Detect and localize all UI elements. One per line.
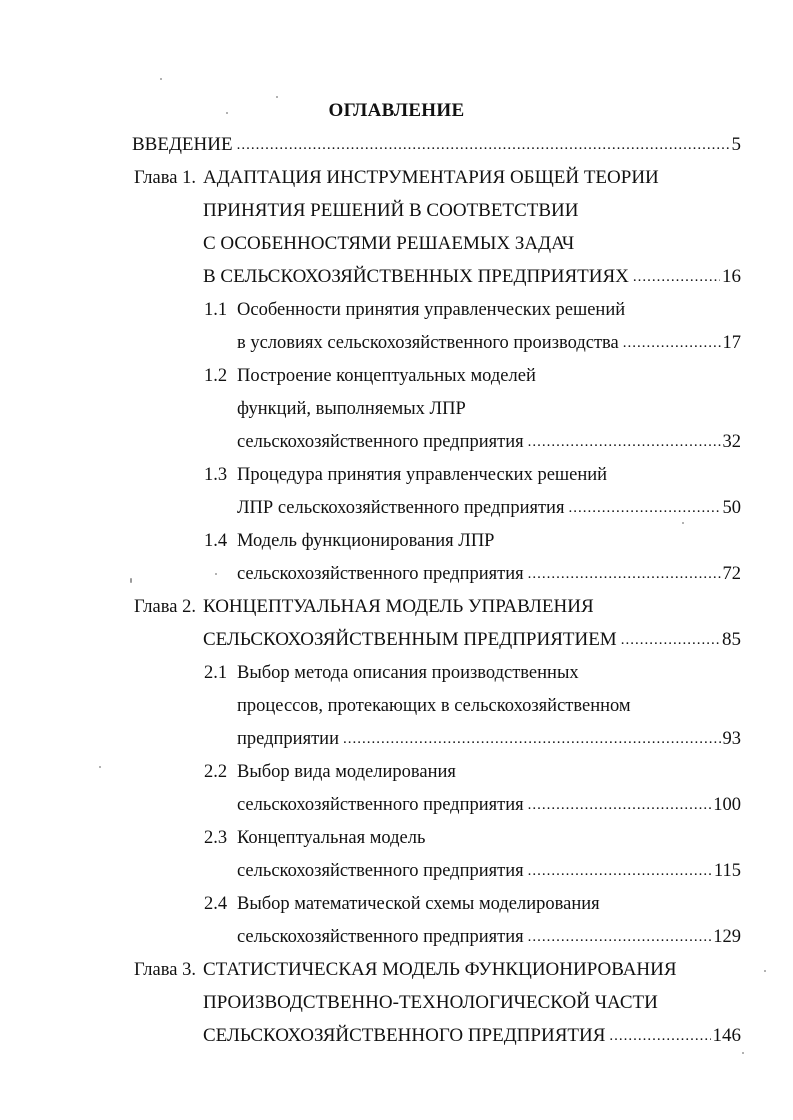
dot-leader: [528, 924, 712, 950]
section-number: 2.4: [204, 894, 228, 914]
section-title-line[interactable]: [237, 686, 631, 719]
section-title-line[interactable]: [237, 422, 741, 455]
scan-speck: [130, 578, 132, 583]
toc-entry-text: процессов, протекающих в сельскохозяйственном: [237, 696, 631, 716]
toc-entry-text: сельскохозяйственного предприятия: [237, 927, 524, 947]
toc-entry-text: ПРОИЗВОДСТВЕННО-ТЕХНОЛОГИЧЕСКОЙ ЧАСТИ: [203, 992, 658, 1013]
scan-speck: [215, 573, 217, 575]
toc-entry-text: Концептуальная модель: [237, 828, 426, 848]
chapter-label: Глава 3.: [134, 960, 196, 980]
toc-entry-text: сельскохозяйственного предприятия: [237, 861, 524, 881]
scan-speck: [160, 78, 162, 80]
section-title-line[interactable]: [237, 323, 741, 356]
toc-entry-text: КОНЦЕПТУАЛЬНАЯ МОДЕЛЬ УПРАВЛЕНИЯ: [203, 596, 594, 617]
section-number: 1.4: [204, 531, 228, 551]
toc-entry-text: ВВЕДЕНИЕ: [132, 134, 233, 155]
page-title: ОГЛАВЛЕНИЕ: [328, 100, 465, 121]
section-title-line[interactable]: [237, 521, 494, 554]
chapter-title-line[interactable]: [203, 983, 658, 1016]
section-title-line[interactable]: [237, 488, 741, 521]
section-title-line[interactable]: [237, 752, 456, 785]
section-title-line[interactable]: [237, 785, 741, 818]
toc-entry-text: С ОСОБЕННОСТЯМИ РЕШАЕМЫХ ЗАДАЧ: [203, 233, 575, 254]
page-number: 16: [722, 266, 741, 287]
section-title-line[interactable]: [237, 653, 579, 686]
chapter-title-line[interactable]: [203, 620, 741, 653]
section-number: 1.3: [204, 465, 228, 485]
toc-entry-text: предприятии: [237, 729, 339, 749]
section-title-line[interactable]: [237, 389, 466, 422]
page-number: 32: [722, 432, 741, 452]
section-title-line[interactable]: [237, 884, 600, 917]
page-number: 93: [722, 729, 741, 749]
page-number: 129: [713, 927, 741, 947]
chapter-title-line[interactable]: [203, 1016, 741, 1049]
page-number: 50: [722, 498, 741, 518]
dot-leader: [528, 858, 712, 884]
section-number: 1.2: [204, 366, 228, 386]
toc-entry-text: Выбор метода описания производственных: [237, 663, 579, 683]
chapter-title-line[interactable]: [203, 587, 594, 620]
toc-entry-text: в условиях сельскохозяйственного производства: [237, 333, 619, 353]
dot-leader: [343, 726, 721, 752]
scan-speck: [99, 766, 101, 768]
scan-speck: [226, 112, 228, 114]
toc-entry-text: СЕЛЬСКОХОЗЯЙСТВЕННОГО ПРЕДПРИЯТИЯ: [203, 1025, 606, 1046]
toc-entry-text: сельскохозяйственного предприятия: [237, 432, 524, 452]
scan-speck: [682, 522, 684, 524]
dot-leader: [621, 627, 720, 653]
toc-entry-text: ЛПР сельскохозяйственного предприятия: [237, 498, 565, 518]
chapter-title-line[interactable]: [203, 224, 574, 257]
section-number: 2.2: [204, 762, 228, 782]
chapter-label: Глава 2.: [134, 597, 196, 617]
toc-entry-text: Построение концептуальных моделей: [237, 366, 536, 386]
section-title-line[interactable]: [237, 719, 741, 752]
dot-leader: [633, 264, 720, 290]
dot-leader: [237, 132, 730, 158]
toc-entry-text: Модель функционирования ЛПР: [237, 531, 495, 551]
page-number: 5: [731, 134, 741, 155]
dot-leader: [528, 429, 721, 455]
toc-entry-text: функций, выполняемых ЛПР: [237, 399, 466, 419]
page-number: 146: [712, 1025, 741, 1046]
page-number: 115: [713, 861, 741, 881]
dot-leader: [528, 792, 712, 818]
section-title-line[interactable]: [237, 290, 625, 323]
toc-intro[interactable]: [132, 125, 741, 158]
section-number: 1.1: [204, 300, 228, 320]
toc-entry-text: Особенности принятия управленческих решений: [237, 300, 626, 320]
section-number: 2.1: [204, 663, 228, 683]
chapter-label: Глава 1.: [134, 168, 196, 188]
scan-speck: [764, 970, 766, 972]
section-title-line[interactable]: [237, 554, 741, 587]
toc-entry-text: Процедура принятия управленческих решений: [237, 465, 608, 485]
page-number: 17: [722, 333, 741, 353]
section-number: 2.3: [204, 828, 228, 848]
chapter-title-line[interactable]: [203, 191, 578, 224]
section-title-line[interactable]: [237, 455, 607, 488]
chapter-title-line[interactable]: [203, 257, 741, 290]
scan-speck: [742, 1052, 744, 1054]
toc-entry-text: сельскохозяйственного предприятия: [237, 795, 524, 815]
dot-leader: [609, 1023, 710, 1049]
page-number: 72: [722, 564, 741, 584]
section-title-line[interactable]: [237, 851, 741, 884]
toc-entry-text: ПРИНЯТИЯ РЕШЕНИЙ В СООТВЕТСТВИИ: [203, 200, 579, 221]
dot-leader: [568, 495, 720, 521]
toc-entry-text: Выбор математической схемы моделирования: [237, 894, 600, 914]
chapter-title-line[interactable]: [203, 950, 677, 983]
section-title-line[interactable]: [237, 818, 425, 851]
dot-leader: [623, 330, 721, 356]
toc-entry-text: СТАТИСТИЧЕСКАЯ МОДЕЛЬ ФУНКЦИОНИРОВАНИЯ: [203, 959, 677, 980]
toc-entry-text: сельскохозяйственного предприятия: [237, 564, 524, 584]
dot-leader: [528, 561, 721, 587]
page-number: 100: [713, 795, 741, 815]
section-title-line[interactable]: [237, 356, 536, 389]
toc-entry-text: СЕЛЬСКОХОЗЯЙСТВЕННЫМ ПРЕДПРИЯТИЕМ: [203, 629, 617, 650]
toc-entry-text: В СЕЛЬСКОХОЗЯЙСТВЕННЫХ ПРЕДПРИЯТИЯХ: [203, 266, 629, 287]
page-number: 85: [722, 629, 741, 650]
scan-speck: [276, 96, 278, 98]
toc-entry-text: АДАПТАЦИЯ ИНСТРУМЕНТАРИЯ ОБЩЕЙ ТЕОРИИ: [203, 167, 659, 188]
section-title-line[interactable]: [237, 917, 741, 950]
chapter-title-line[interactable]: [203, 158, 659, 191]
toc-entry-text: Выбор вида моделирования: [237, 762, 456, 782]
